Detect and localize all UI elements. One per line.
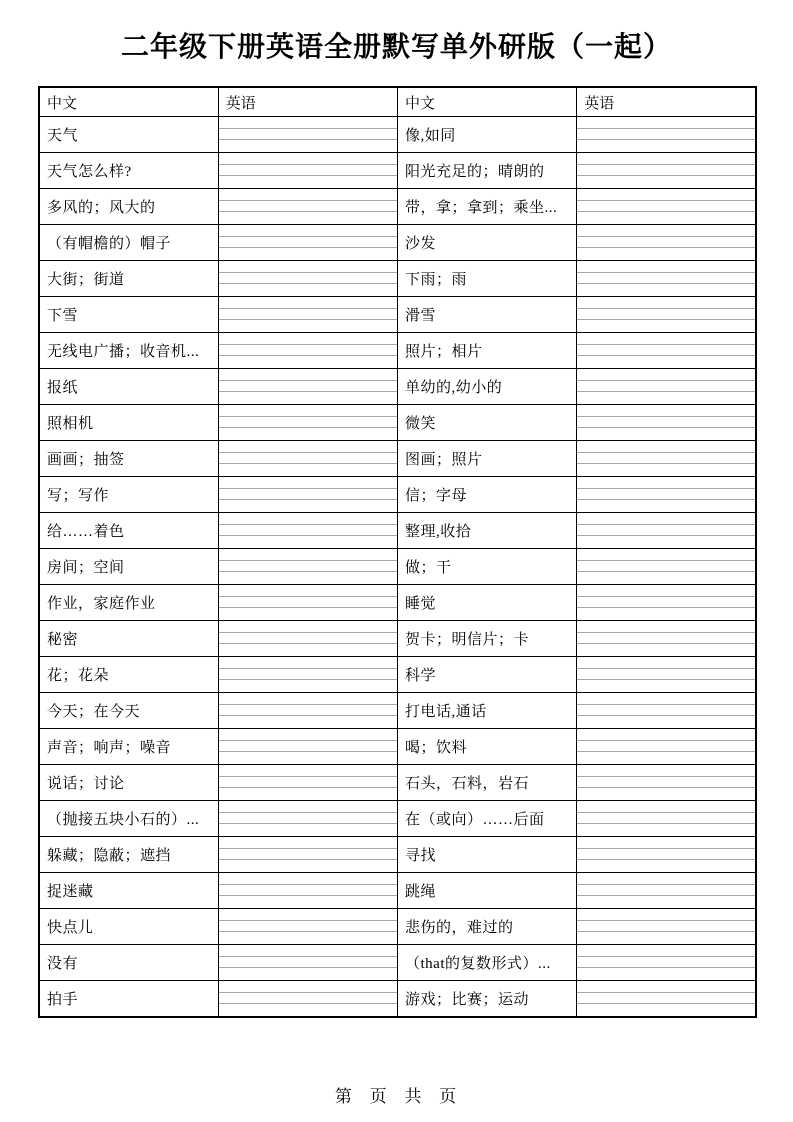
english-answer-cell <box>577 153 756 189</box>
writing-line <box>577 992 755 993</box>
writing-line <box>577 740 755 741</box>
chinese-term-cell: 今天；在今天 <box>39 693 218 729</box>
english-answer-cell <box>218 945 397 981</box>
writing-line <box>219 596 397 597</box>
header-row <box>39 87 756 117</box>
chinese-term-cell: （抛接五块小石的）... <box>39 801 218 837</box>
english-answer-cell <box>218 873 397 909</box>
writing-line <box>219 452 397 453</box>
chinese-term-cell: 寻找 <box>398 837 577 873</box>
english-answer-cell <box>218 981 397 1018</box>
english-answer-cell <box>218 657 397 693</box>
chinese-term-cell: 天气 <box>39 117 218 153</box>
table-row <box>39 117 756 153</box>
table-row <box>39 441 756 477</box>
table-row <box>39 405 756 441</box>
english-answer-cell <box>218 837 397 873</box>
writing-line <box>577 895 755 896</box>
writing-line <box>219 308 397 309</box>
chinese-term-cell: 悲伤的，难过的 <box>398 909 577 945</box>
writing-line <box>577 488 755 489</box>
chinese-term-cell: 给……着色 <box>39 513 218 549</box>
writing-line <box>577 560 755 561</box>
english-answer-cell <box>218 621 397 657</box>
english-answer-cell <box>577 369 756 405</box>
writing-line <box>219 319 397 320</box>
writing-line <box>577 344 755 345</box>
english-answer-cell <box>577 513 756 549</box>
page-title: 二年级下册英语全册默写单外研版（一起） <box>120 32 672 63</box>
vocab-table-header <box>39 87 756 117</box>
chinese-term-cell: 声音；响声；噪音 <box>39 729 218 765</box>
writing-line <box>219 535 397 536</box>
chinese-term-cell: 阳光充足的；晴朗的 <box>398 153 577 189</box>
table-row <box>39 765 756 801</box>
chinese-term-cell: 快点儿 <box>39 909 218 945</box>
writing-line <box>219 236 397 237</box>
writing-line <box>577 571 755 572</box>
table-row <box>39 837 756 873</box>
english-answer-cell <box>218 441 397 477</box>
writing-line <box>219 931 397 932</box>
writing-line <box>219 355 397 356</box>
writing-line <box>219 679 397 680</box>
writing-line <box>577 427 755 428</box>
chinese-term-cell: 躲藏；隐蔽；遮挡 <box>39 837 218 873</box>
writing-line <box>219 380 397 381</box>
english-answer-cell <box>577 873 756 909</box>
writing-line <box>219 884 397 885</box>
chinese-term-cell: 天气怎么样? <box>39 153 218 189</box>
writing-line <box>219 488 397 489</box>
chinese-term-cell: 房间；空间 <box>39 549 218 585</box>
writing-line <box>219 740 397 741</box>
english-answer-cell <box>218 369 397 405</box>
writing-line <box>219 787 397 788</box>
table-row <box>39 909 756 945</box>
writing-line <box>577 175 755 176</box>
table-row <box>39 693 756 729</box>
writing-line <box>577 643 755 644</box>
writing-line <box>577 956 755 957</box>
writing-line <box>577 211 755 212</box>
writing-line <box>219 427 397 428</box>
chinese-term-cell: 照片；相片 <box>398 333 577 369</box>
writing-line <box>219 704 397 705</box>
english-answer-cell <box>577 765 756 801</box>
writing-line <box>577 499 755 500</box>
chinese-term-cell: 单幼的,幼小的 <box>398 369 577 405</box>
english-answer-cell <box>218 909 397 945</box>
english-answer-cell <box>218 513 397 549</box>
chinese-term-cell: 捉迷藏 <box>39 873 218 909</box>
table-row <box>39 189 756 225</box>
writing-line <box>577 535 755 536</box>
english-answer-cell <box>577 801 756 837</box>
table-row <box>39 369 756 405</box>
writing-line <box>577 1003 755 1004</box>
english-answer-cell <box>577 117 756 153</box>
writing-line <box>219 776 397 777</box>
chinese-term-cell: 照相机 <box>39 405 218 441</box>
writing-line <box>577 920 755 921</box>
writing-line <box>577 416 755 417</box>
table-row <box>39 801 756 837</box>
writing-line <box>219 247 397 248</box>
writing-line <box>219 200 397 201</box>
writing-line <box>577 463 755 464</box>
writing-line <box>219 128 397 129</box>
writing-line <box>219 668 397 669</box>
writing-line <box>577 247 755 248</box>
writing-line <box>219 175 397 176</box>
writing-line <box>577 848 755 849</box>
chinese-term-cell: 作业，家庭作业 <box>39 585 218 621</box>
writing-line <box>219 967 397 968</box>
writing-line <box>577 308 755 309</box>
english-answer-cell <box>577 693 756 729</box>
chinese-term-cell: 没有 <box>39 945 218 981</box>
english-answer-cell <box>218 549 397 585</box>
chinese-term-cell: （有帽檐的）帽子 <box>39 225 218 261</box>
table-row <box>39 477 756 513</box>
english-answer-cell <box>218 189 397 225</box>
writing-line <box>219 1003 397 1004</box>
writing-line <box>577 859 755 860</box>
writing-line <box>577 319 755 320</box>
writing-line <box>577 884 755 885</box>
chinese-term-cell: 说话；讨论 <box>39 765 218 801</box>
chinese-term-cell: 打电话,通话 <box>398 693 577 729</box>
english-answer-cell <box>218 729 397 765</box>
writing-line <box>577 776 755 777</box>
chinese-term-cell: 秘密 <box>39 621 218 657</box>
writing-line <box>219 416 397 417</box>
writing-line <box>577 283 755 284</box>
writing-line <box>219 344 397 345</box>
chinese-term-cell: 科学 <box>398 657 577 693</box>
english-answer-cell <box>577 333 756 369</box>
writing-line <box>577 668 755 669</box>
writing-line <box>577 452 755 453</box>
writing-line <box>219 607 397 608</box>
table-row <box>39 297 756 333</box>
writing-line <box>219 164 397 165</box>
english-answer-cell <box>577 549 756 585</box>
chinese-term-cell: 无线电广播；收音机... <box>39 333 218 369</box>
table-row <box>39 729 756 765</box>
english-answer-cell <box>218 297 397 333</box>
english-answer-cell <box>577 981 756 1018</box>
writing-line <box>577 679 755 680</box>
writing-line <box>577 128 755 129</box>
chinese-term-cell: 滑雪 <box>398 297 577 333</box>
writing-line <box>219 272 397 273</box>
table-row <box>39 333 756 369</box>
table-row <box>39 657 756 693</box>
english-answer-cell <box>577 261 756 297</box>
writing-line <box>577 272 755 273</box>
chinese-term-cell: 图画；照片 <box>398 441 577 477</box>
writing-line <box>577 931 755 932</box>
writing-line <box>577 139 755 140</box>
english-answer-cell <box>577 621 756 657</box>
table-row <box>39 513 756 549</box>
english-answer-cell <box>218 801 397 837</box>
chinese-term-cell: 多风的；风大的 <box>39 189 218 225</box>
writing-line <box>577 632 755 633</box>
chinese-term-cell: 信；字母 <box>398 477 577 513</box>
writing-line <box>219 920 397 921</box>
writing-line <box>219 643 397 644</box>
table-row <box>39 981 756 1018</box>
english-answer-cell <box>577 945 756 981</box>
writing-line <box>577 715 755 716</box>
writing-line <box>577 236 755 237</box>
writing-line <box>219 956 397 957</box>
english-answer-cell <box>218 765 397 801</box>
writing-line <box>219 560 397 561</box>
table-row <box>39 873 756 909</box>
writing-line <box>577 200 755 201</box>
chinese-term-cell: 报纸 <box>39 369 218 405</box>
chinese-term-cell: 游戏；比赛；运动 <box>398 981 577 1018</box>
writing-line <box>219 211 397 212</box>
writing-line <box>577 812 755 813</box>
writing-line <box>219 848 397 849</box>
table-row <box>39 621 756 657</box>
english-answer-cell <box>577 657 756 693</box>
writing-line <box>219 992 397 993</box>
chinese-term-cell: 下雪 <box>39 297 218 333</box>
chinese-term-cell: 睡觉 <box>398 585 577 621</box>
writing-line <box>577 164 755 165</box>
chinese-term-cell: 微笑 <box>398 405 577 441</box>
chinese-term-cell: 大街；街道 <box>39 261 218 297</box>
chinese-term-cell: 在（或向）……后面 <box>398 801 577 837</box>
writing-line <box>577 704 755 705</box>
writing-line <box>219 823 397 824</box>
chinese-term-cell: 带，拿；拿到；乘坐... <box>398 189 577 225</box>
writing-line <box>577 787 755 788</box>
writing-line <box>219 391 397 392</box>
vocab-table-body <box>39 117 756 1018</box>
writing-line <box>219 499 397 500</box>
vocab-table <box>38 86 757 1018</box>
english-answer-cell <box>218 333 397 369</box>
english-answer-cell <box>218 261 397 297</box>
writing-line <box>219 812 397 813</box>
chinese-term-cell: 贺卡；明信片；卡 <box>398 621 577 657</box>
english-answer-cell <box>577 585 756 621</box>
english-answer-cell <box>218 585 397 621</box>
english-answer-cell <box>577 225 756 261</box>
chinese-term-cell: 下雨；雨 <box>398 261 577 297</box>
english-answer-cell <box>577 297 756 333</box>
table-row <box>39 549 756 585</box>
writing-line <box>577 823 755 824</box>
table-row <box>39 261 756 297</box>
header-chinese-2: 中文 <box>398 87 577 117</box>
writing-line <box>219 715 397 716</box>
writing-line <box>219 751 397 752</box>
english-answer-cell <box>218 153 397 189</box>
writing-line <box>219 895 397 896</box>
english-answer-cell <box>218 405 397 441</box>
table-row <box>39 945 756 981</box>
writing-line <box>577 380 755 381</box>
chinese-term-cell: 喝；饮料 <box>398 729 577 765</box>
english-answer-cell <box>218 477 397 513</box>
writing-line <box>577 355 755 356</box>
table-row <box>39 585 756 621</box>
writing-line <box>577 596 755 597</box>
page-footer: 第 页 共 页 <box>334 1087 459 1106</box>
chinese-term-cell: 花；花朵 <box>39 657 218 693</box>
header-english-1: 英语 <box>218 87 397 117</box>
chinese-term-cell: 跳绳 <box>398 873 577 909</box>
table-row <box>39 225 756 261</box>
chinese-term-cell: 石头，石料，岩石 <box>398 765 577 801</box>
english-answer-cell <box>218 225 397 261</box>
writing-line <box>577 751 755 752</box>
chinese-term-cell: （that的复数形式）... <box>398 945 577 981</box>
chinese-term-cell: 拍手 <box>39 981 218 1018</box>
english-answer-cell <box>577 909 756 945</box>
english-answer-cell <box>577 441 756 477</box>
chinese-term-cell: 做；干 <box>398 549 577 585</box>
writing-line <box>219 571 397 572</box>
header-english-2: 英语 <box>577 87 756 117</box>
writing-line <box>219 859 397 860</box>
writing-line <box>219 463 397 464</box>
writing-line <box>219 283 397 284</box>
writing-line <box>219 139 397 140</box>
english-answer-cell <box>218 117 397 153</box>
english-answer-cell <box>577 477 756 513</box>
chinese-term-cell: 整理,收拾 <box>398 513 577 549</box>
writing-line <box>219 524 397 525</box>
english-answer-cell <box>577 837 756 873</box>
english-answer-cell <box>577 405 756 441</box>
english-answer-cell <box>577 729 756 765</box>
chinese-term-cell: 沙发 <box>398 225 577 261</box>
chinese-term-cell: 像,如同 <box>398 117 577 153</box>
writing-line <box>577 524 755 525</box>
writing-line <box>577 607 755 608</box>
chinese-term-cell: 写；写作 <box>39 477 218 513</box>
chinese-term-cell: 画画；抽签 <box>39 441 218 477</box>
header-chinese-1: 中文 <box>39 87 218 117</box>
writing-line <box>219 632 397 633</box>
english-answer-cell <box>218 693 397 729</box>
writing-line <box>577 967 755 968</box>
writing-line <box>577 391 755 392</box>
table-row <box>39 153 756 189</box>
english-answer-cell <box>577 189 756 225</box>
